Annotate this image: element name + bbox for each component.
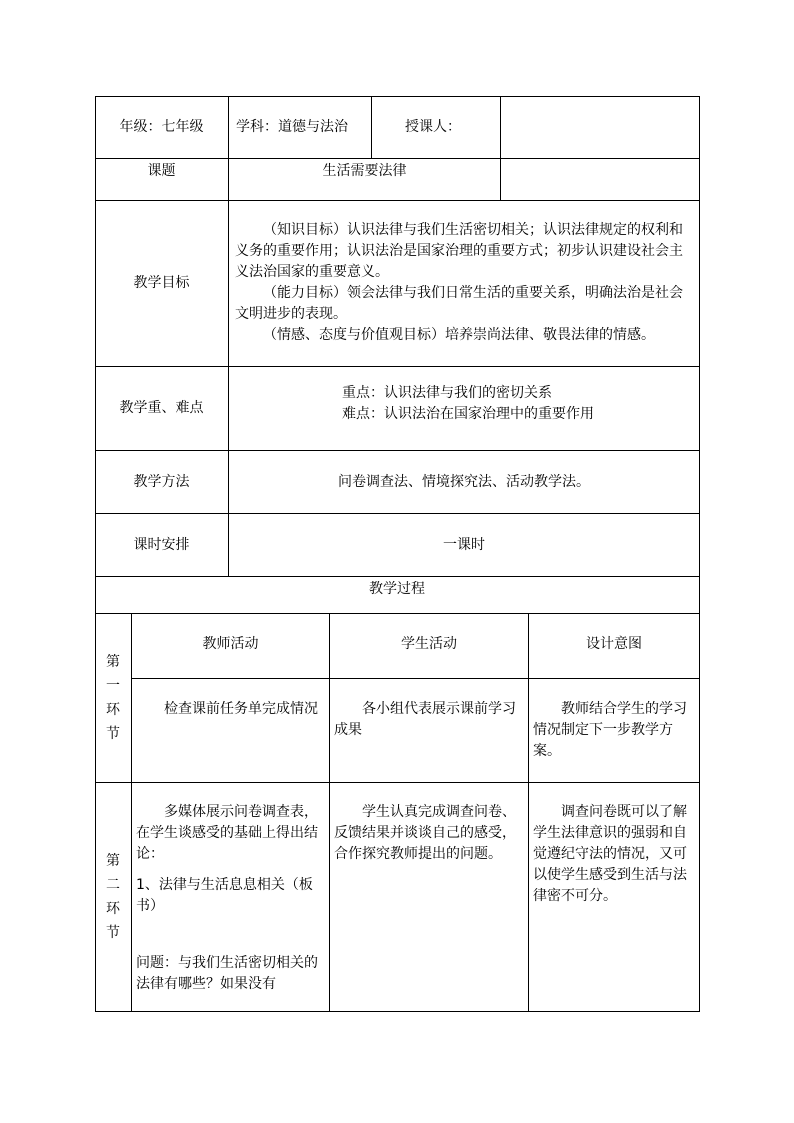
method-label-cell (95, 451, 229, 514)
col-intent-label: 设计意图 (586, 636, 642, 652)
topic-value: 生活需要法律 (322, 163, 407, 179)
section1-char-3: 环 (106, 702, 120, 718)
key-point: 重点：认识法律与我们的密切关系 (342, 385, 552, 401)
method-value-cell (229, 451, 700, 514)
topic-extra-cell (501, 159, 700, 201)
process-title-cell (95, 577, 700, 614)
difficult-point: 难点：认识法治在国家治理中的重要作用 (342, 406, 594, 422)
teacher-cell (372, 96, 501, 159)
grade-cell (95, 96, 229, 159)
section1-char-4: 节 (106, 726, 120, 742)
col-header-student (330, 614, 529, 679)
section1-intent-cell (529, 679, 700, 783)
teacher-name-cell (501, 96, 700, 159)
topic-label-cell (95, 159, 229, 201)
section2-intent-cell (529, 783, 700, 1012)
col-header-teacher (132, 614, 330, 679)
section2-char-4: 节 (106, 925, 120, 941)
section1-label-cell (95, 614, 132, 783)
keypoints-label: 教学重、难点 (119, 400, 204, 416)
schedule-value-cell (229, 514, 700, 577)
topic-label: 课题 (147, 163, 176, 179)
schedule-label-cell (95, 514, 229, 577)
lesson-plan-table (95, 96, 700, 1012)
keypoints-content-cell (229, 367, 700, 451)
section2-intent-text: 调查问卷既可以了解学生法律意识的强弱和自觉遵纪守法的情况，又可以使学生感受到生活与法律密不可分。 (533, 804, 687, 904)
section2-teacher-cell (132, 783, 330, 1012)
section2-teacher-p1: 多媒体展示问卷调查表，在学生谈感受的基础上得出结论： (136, 804, 318, 862)
keypoints-label-cell (95, 367, 229, 451)
section1-student-text: 各小组代表展示课前学习成果 (334, 701, 516, 738)
section2-char-3: 环 (106, 901, 120, 917)
method-value: 问卷调查法、情境探究法、活动教学法。 (338, 473, 590, 490)
topic-value-cell (229, 159, 501, 201)
section2-student-cell (330, 783, 529, 1012)
goals-label: 教学目标 (133, 275, 190, 291)
section1-teacher-cell (132, 679, 330, 783)
process-title: 教学过程 (369, 581, 425, 597)
col-student-label: 学生活动 (401, 636, 457, 652)
section2-char-2: 二 (106, 877, 120, 893)
goal-knowledge: （知识目标）认识法律与我们生活密切相关；认识法律规定的权利和义务的重要作用；认识法治是国家治理的重要方式；初步认识建设社会主义法治国家的重要意义。 (235, 222, 683, 280)
teacher-text: 授课人： (405, 118, 461, 135)
section1-char-1: 第 (106, 654, 120, 670)
section1-intent-text: 教师结合学生的学习情况制定下一步教学方案。 (533, 701, 687, 759)
section2-char-1: 第 (106, 853, 120, 869)
goals-content-cell (229, 201, 700, 367)
schedule-label: 课时安排 (133, 536, 190, 553)
section2-label-cell (95, 783, 132, 1012)
goal-emotion: （情感、态度与价值观目标）培养崇尚法律、敬畏法律的情感。 (263, 327, 655, 343)
section2-teacher-p3: 问题：与我们生活密切相关的法律有哪些？如果没有 (136, 955, 318, 992)
section1-student-cell (330, 679, 529, 783)
subject-cell (229, 96, 372, 159)
section1-teacher-text: 检查课前任务单完成情况 (164, 701, 318, 717)
col-header-intent (529, 614, 700, 679)
col-teacher-label: 教师活动 (202, 636, 259, 652)
schedule-value: 一课时 (443, 536, 485, 553)
section1-char-2: 一 (106, 678, 120, 694)
goal-ability: （能力目标）领会法律与我们日常生活的重要关系，明确法治是社会文明进步的表现。 (235, 285, 683, 322)
subject-text: 学科：道德与法治 (236, 118, 348, 135)
grade-text: 年级：七年级 (119, 118, 204, 135)
method-label: 教学方法 (133, 473, 190, 490)
goals-label-cell (95, 201, 229, 367)
section2-teacher-p2: 1、法律与生活息息相关（板书） (136, 877, 313, 914)
section2-student-text: 学生认真完成调查问卷、反馈结果并谈谈自己的感受，合作探究教师提出的问题。 (334, 804, 516, 862)
